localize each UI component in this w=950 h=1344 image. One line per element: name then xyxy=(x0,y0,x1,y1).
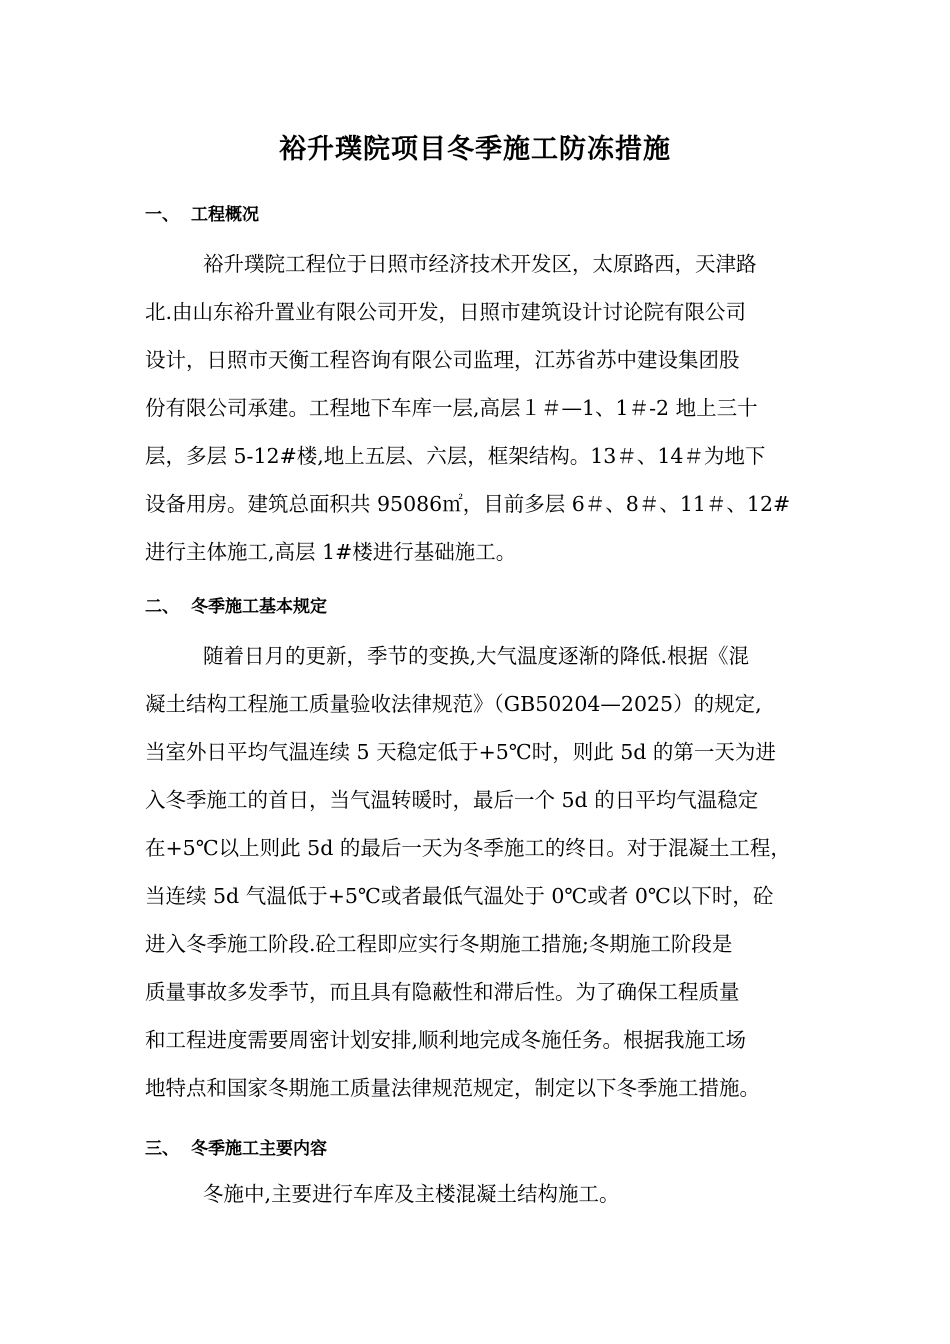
paragraph-line: 入冬季施工的首日，当气温转暖时，最后一个 5d 的日平均气温稳定 xyxy=(145,788,759,812)
section-2-body xyxy=(145,632,825,1112)
section-heading-1 xyxy=(145,202,259,228)
section-heading-2 xyxy=(145,594,327,620)
section-number: 三、 xyxy=(145,1139,179,1159)
section-3-body xyxy=(145,1170,825,1218)
paragraph-line: 份有限公司承建。工程地下车库一层,高层１＃—1、1＃-2 地上三十 xyxy=(145,396,758,420)
paragraph-line: 设备用房。建筑总面积共 95086㎡，目前多层 6＃、8＃、11＃、12# xyxy=(145,492,791,516)
paragraph-line: 当连续 5d 气温低于+5℃或者最低气温处于 0℃或者 0℃以下时，砼 xyxy=(145,884,774,908)
section-title: 工程概况 xyxy=(191,205,259,225)
paragraph-line: 随着日月的更新，季节的变换,大气温度逐渐的降低.根据《混 xyxy=(203,644,750,668)
paragraph-line: 裕升璞院工程位于日照市经济技术开发区，太原路西，天津路 xyxy=(203,252,757,276)
document-title: 裕升璞院项目冬季施工防冻措施 xyxy=(279,134,671,165)
paragraph-line: 当室外日平均气温连续 5 天稳定低于+5℃时，则此 5d 的第一天为进 xyxy=(145,740,776,764)
paragraph-line: 北.由山东裕升置业有限公司开发，日照市建筑设计讨论院有限公司 xyxy=(145,300,747,324)
paragraph-line: 层，多层 5-12#楼,地上五层、六层，框架结构。13＃、14＃为地下 xyxy=(145,444,766,468)
paragraph-line: 设计，日照市天衡工程咨询有限公司监理，江苏省苏中建设集团股 xyxy=(145,348,740,372)
paragraph-line: 凝土结构工程施工质量验收法律规范》（GB50204—2025）的规定, xyxy=(145,692,762,716)
section-number: 二、 xyxy=(145,597,179,617)
paragraph-line: 在+5℃以上则此 5d 的最后一天为冬季施工的终日。对于混凝土工程， xyxy=(145,836,791,860)
paragraph-line: 质量事故多发季节，而且具有隐蔽性和滞后性。为了确保工程质量 xyxy=(145,980,740,1004)
section-title: 冬季施工基本规定 xyxy=(191,597,327,617)
paragraph-line: 进行主体施工,高层 1#楼进行基础施工。 xyxy=(145,540,517,564)
paragraph-line: 地特点和国家冬期施工质量法律规范规定，制定以下冬季施工措施。 xyxy=(145,1076,760,1100)
paragraph-line: 进入冬季施工阶段.砼工程即应实行冬期施工措施;冬期施工阶段是 xyxy=(145,932,733,956)
section-title: 冬季施工主要内容 xyxy=(191,1139,327,1159)
section-heading-3 xyxy=(145,1136,327,1162)
section-number: 一、 xyxy=(145,205,179,225)
paragraph-line: 冬施中,主要进行车库及主楼混凝土结构施工。 xyxy=(203,1182,620,1206)
paragraph-line: 和工程进度需要周密计划安排,顺利地完成冬施任务。根据我施工场 xyxy=(145,1028,747,1052)
section-1-body xyxy=(145,240,825,576)
